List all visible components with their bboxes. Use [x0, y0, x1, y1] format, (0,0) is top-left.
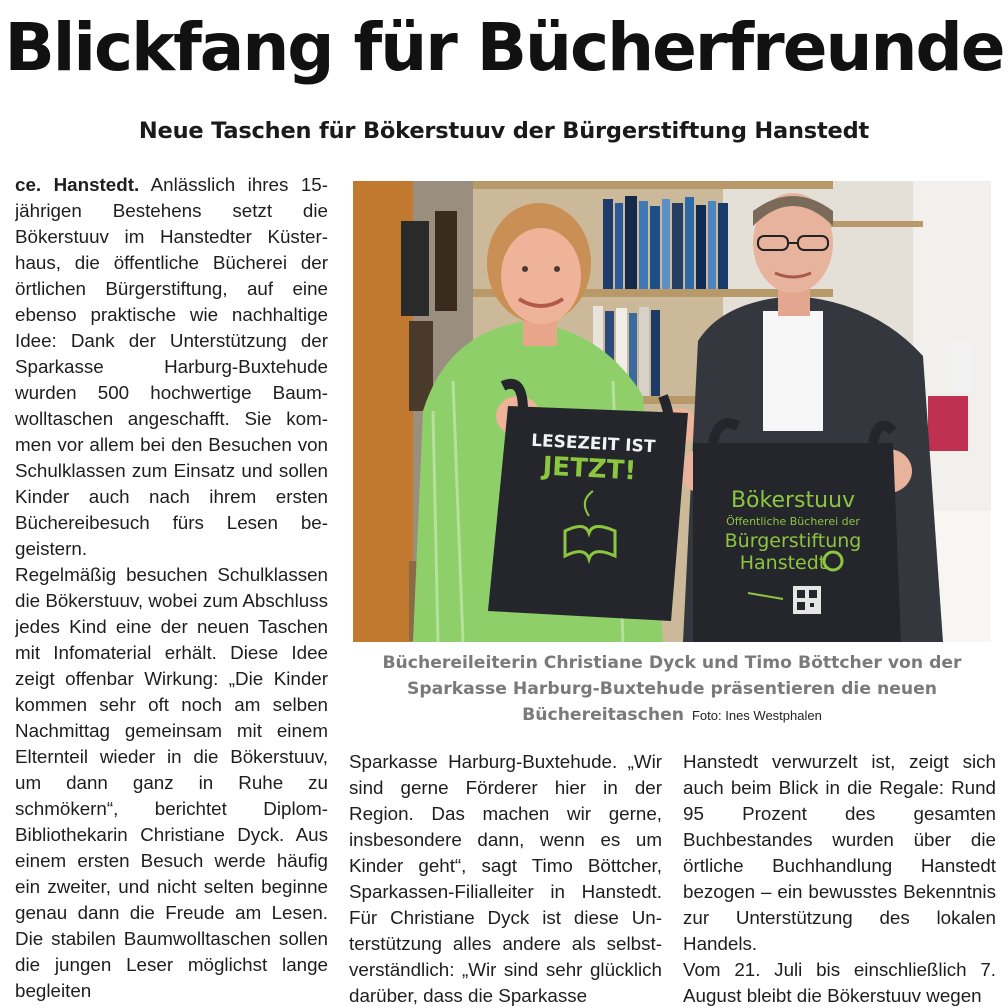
paragraph: [15, 172, 328, 562]
bag-right-line4: Hanstedt: [739, 552, 827, 574]
bag-right-line1: Bökerstuuv: [730, 488, 856, 513]
photo-credit: Foto: Ines Westphalen: [691, 708, 822, 723]
bag-left-line2: JETZT!: [541, 451, 637, 487]
subheadline: Neue Taschen für Bökerstuuv der Bürgerstiftung Hanstedt: [138, 118, 870, 144]
article-photo: [353, 181, 991, 642]
tote-bag-left: [488, 384, 688, 621]
photo-caption: [353, 650, 991, 729]
paragraph: Vom 21. Juli bis einschließlich 7. August bleibt die Bökerstuuv wegen: [683, 959, 996, 1006]
article-column-2: [349, 749, 662, 1008]
tote-bag-right: [693, 423, 901, 642]
paragraph: Sparkasse Harburg-Buxtehude. „Wir sind gerne Förderer hier in der Region. Das machen wir gerne, insbesondere dann, wenn es um Kinder geht“, sagt Timo Böttcher, Sparkassen-Filialleiter in Hanstedt. Für Christiane Dyck ist diese Unterstützung alles andere als selbstverständlich: „Wir sind sehr glücklich darüber, dass die Sparkasse: [349, 751, 662, 1006]
headline: Blickfang für Bücherfreunde: [4, 9, 1004, 86]
article-column-1: [15, 172, 328, 1008]
caption-text: Büchereileiterin Christiane Dyck und Timo Böttcher von der Sparkasse Harburg-Buxtehude präsentieren die neuen Büchereitaschen: [382, 653, 962, 725]
dateline: ce. Hanstedt.: [15, 174, 140, 195]
bag-left-line1: LESEZEIT IST: [530, 430, 656, 458]
bag-right-line3: Bürgerstiftung: [724, 530, 862, 552]
paragraph: Regelmäßig besuchen Schulklassen die Bökerstuuv, wobei zum Abschluss jedes Kind eine der neuen Taschen mit Infomaterial erhält. Diese Idee zeigt offenbar Wirkung: „Die Kinder kommen sehr oft noch am selben Nachmittag gemeinsam mit einem Elternteil wieder in die Bökerstuuv, um dann ganz in Ruhe zu schmökern“, berichtet Diplom-Bibliothekarin Christiane Dyck. Aus einem ersten Besuch werde häufig ein zweiter, und nicht selten beginne genau dann die Freude am Lesen. Die stabilen Baumwolltaschen sollen die jungen Leser möglichst lange begleiten: [15, 564, 328, 1001]
article-column-3: [683, 749, 996, 1008]
bag-right-line2: Öffentliche Bücherei der: [726, 515, 860, 528]
paragraph: Hanstedt verwurzelt ist, zeigt sich auch beim Blick in die Regale: Rund 95 Prozent des gesamten Buchbestandes wurden über die örtliche Buchhandlung Hanstedt bezogen – ein bewusstes Bekenntnis zur Unterstützung des lokalen Handels.: [683, 751, 996, 954]
paragraph-text: Anlässlich ihres 15-jährigen Bestehens setzt die Bökerstuuv im Hanstedter Küsterhaus, die öffentliche Bücherei der örtlichen Bürgerstiftung, auf eine ebenso praktische wie nachhaltige Idee: Dank der Unterstützung der Sparkasse Harburg-Buxtehude wurden 500 hochwertige Baumwolltaschen angeschafft. Sie kommen vor allem bei den Besuchen von Schulklassen zum Einsatz und sollen Kinder auch nach ihrem ersten Büchereibesuch fürs Lesen begeistern.: [15, 174, 328, 559]
